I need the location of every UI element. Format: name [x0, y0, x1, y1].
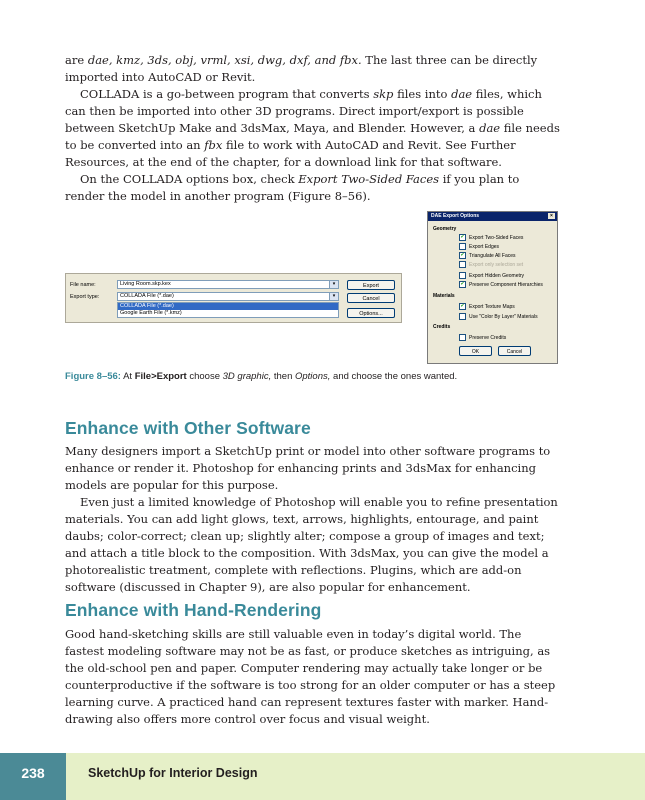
chevron-down-icon[interactable]: ▾	[329, 293, 338, 300]
checkbox[interactable]	[459, 334, 466, 341]
dialog-title: DAE Export Options	[431, 213, 480, 219]
section1-paragraph-1: Many designers import a SketchUp print or model into other software programs to enhance or render it. Photoshop for enhancing prints and 3dsMax for enhancing models are popular for this purpose.	[65, 444, 551, 492]
materials-group-label: Materials	[433, 293, 455, 299]
section1-paragraph-2: Even just a limited knowledge of Photoshop will enable you to refine presentation materials. You can add light glows, text, arrows, highlights, entourage, and paint daubs; color-correct; clean up; slightly alter; compose a group of images and text; and attach a title block to the composition. With 3dsMax, you can give the model a photorealistic treatment, complete with reflections. Plugins, which are add-on software (discussed in Chapter 9), are also popular for enhancement.	[65, 495, 558, 594]
chevron-down-icon[interactable]: ▾	[329, 281, 338, 288]
checkbox[interactable]	[459, 243, 466, 250]
dropdown-option[interactable]: Google Earth File (*.kmz)	[120, 310, 182, 316]
filename-label: File name:	[70, 282, 96, 288]
dae-export-options-dialog	[427, 211, 558, 364]
filename-value: Living Room.skp.kex	[120, 281, 171, 287]
credits-option[interactable]: Preserve Credits	[459, 334, 506, 341]
export-file-dialog	[65, 273, 402, 323]
checkbox	[459, 261, 466, 268]
export-button[interactable]: Export	[347, 280, 395, 290]
materials-option[interactable]: ✔ Export Texture Maps	[460, 303, 515, 310]
cancel-button[interactable]: Cancel	[498, 346, 531, 356]
checkbox[interactable]	[459, 313, 466, 320]
close-icon[interactable]: ×	[548, 213, 555, 219]
geometry-option[interactable]: Export Edges	[459, 243, 499, 250]
geometry-option[interactable]: ✔ Export Two-Sided Faces	[460, 234, 524, 241]
intro-paragraph-1: are dae, kmz, 3ds, obj, vrml, xsi, dwg, dxf, and fbx. The last three can be directly imported into AutoCAD or Revit.	[65, 53, 538, 84]
dialog-title-bar	[428, 212, 557, 221]
geometry-option[interactable]: ✔ Preserve Component Hierarchies	[460, 281, 543, 288]
figure-caption: Figure 8–56: At File>Export choose 3D graphic, then Options, and choose the ones wanted.	[65, 371, 458, 382]
exporttype-select[interactable]	[117, 292, 339, 301]
options-button[interactable]: Options...	[347, 308, 395, 318]
section1-text	[65, 443, 560, 596]
checkbox[interactable]: ✔	[460, 281, 465, 287]
ok-button[interactable]: OK	[459, 346, 492, 356]
filename-input[interactable]	[117, 280, 339, 289]
checkbox[interactable]	[459, 272, 466, 279]
materials-option[interactable]: Use "Color By Layer" Materials	[459, 313, 538, 320]
geometry-group-label: Geometry	[433, 226, 457, 232]
section-heading-other-software: Enhance with Other Software	[65, 418, 311, 438]
exporttype-dropdown-list[interactable]	[117, 302, 339, 318]
exporttype-value: COLLADA File (*.dae)	[120, 293, 174, 299]
intro-paragraph-3: On the COLLADA options box, check Export Two-Sided Faces if you plan to render the model in another program (Figure 8–56).	[65, 172, 520, 203]
exporttype-label: Export type:	[70, 294, 100, 300]
section2-paragraph-1: Good hand-sketching skills are still valuable even in today’s digital world. The fastest modeling software may not be as fast, or produce sketches as intriguing, as the old-school pen and paper. Computer rendering may actually take longer or be counterproductive if the software is too strong for an older computer or has a steep learning curve. A practiced hand can represent textures faster with marker. Hand-drawing also offers more control over focus and visual weight.	[65, 627, 556, 726]
dropdown-option[interactable]: COLLADA File (*.dae)	[118, 303, 338, 310]
page-number: 238	[0, 753, 66, 800]
intro-text	[65, 52, 560, 205]
book-title: SketchUp for Interior Design	[88, 766, 258, 780]
geometry-option: Export only selection set	[459, 261, 523, 268]
section2-text	[65, 626, 560, 728]
intro-paragraph-2: COLLADA is a go-between program that converts skp files into dae files, which can then be imported into other 3D programs. Direct import/export is possible between SketchUp Make and 3dsMax, Maya, and Blender. However, a dae file needs to be converted into an fbx file to work with AutoCAD and Revit. See Further Resources, at the end of the chapter, for a download link for that software.	[65, 87, 560, 169]
cancel-button[interactable]: Cancel	[347, 293, 395, 303]
checkbox[interactable]: ✔	[460, 234, 465, 240]
credits-group-label: Credits	[433, 324, 451, 330]
checkbox[interactable]: ✔	[460, 303, 465, 309]
section-heading-hand-rendering: Enhance with Hand-Rendering	[65, 600, 322, 620]
checkbox[interactable]: ✔	[460, 252, 465, 258]
geometry-option[interactable]: Export Hidden Geometry	[459, 272, 524, 279]
geometry-option[interactable]: ✔ Triangulate All Faces	[460, 252, 516, 259]
